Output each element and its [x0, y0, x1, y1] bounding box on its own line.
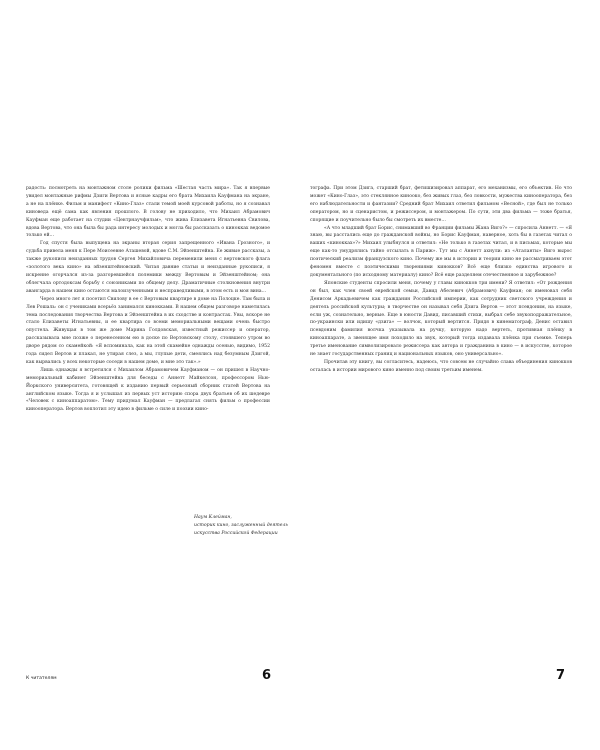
right-page	[300, 0, 600, 750]
page-number-left: 6	[262, 668, 272, 683]
page-number-right: 7	[556, 668, 566, 683]
signature-name: Наум Клейман,	[194, 515, 232, 520]
signature-title-line-2: искусства Российской Федерации	[194, 530, 278, 536]
left-paragraph-3: Через много лет я посетил Свилову в ее с Вертовым квартире в доме на Полоцке. Там была и Лев Рошаль: он с учениками всерьёз занимался кинокками. В нашем общем разговоре наметилась тема последования творчества Вертова и Эйзенштейна в их сходстве и контрастах. Увы, вскоре не стало Елизаветы Игнатьевны, и ее квартира со всеми мемориальными вещами очень быстро опустела. Живущая в том же доме Марина Голдовская, известный режиссер и оператор, рассказывала мне позже о перенесенном ею в доске по Вертовскому столу, стоявшего утром во дворе рядом со скамейкой: «Я вспоминала, как на этой скамейке однажды осенью, видимо, 1952 года сидел Вертов и плакал, не утирая слез, а мы, глупые дети, смеялись над безумным Дзигой, как вырвались у всех некоторые соседи в нашем доме, и мне это так».»	[26, 296, 270, 365]
right-paragraph-4: Прочитав эту книгу, вы согласитесь, надеюсь, что совсем не случайно слава объединения кинокков осталась в истории мирового кино именно под своим третьим именем.	[310, 359, 572, 373]
right-page-text	[310, 185, 572, 375]
signature-title-line-1: историк кино, заслуженный деятель	[194, 522, 288, 528]
left-paragraph-2: Год спустя была выпущена на экраны вторая серия запрещенного «Ивана Грозного», и судьба привела меня к Пере Моисеевне Аташевой, вдове С.М. Эйзенштейна. Ее живые рассказы, а также рукописи неизданных трудов Сергея Михайловича переменили меня с вертовского флага «золотого века кино» на эйзенштейновский. Читая давние статьи и неизданные рукописи, я искренне огорчался из-за разгоревшейся полемики между Вертовым и Эйзенштейном; она облегчала ортодоксам борьбу с союзниками по общему делу. Драматичные столкновения внутри авангарда в нашем кино остаются малоизученными и несправедливыми, в этом есть и моя вина…	[26, 241, 270, 294]
footer-label: К читателям	[26, 676, 57, 681]
left-paragraph-4: Лишь однажды я встретился с Михаилом Абрамовичем Кауфманом — он пришел в Научно-мемориальный кабинет Эйзенштейна для беседы с Аннетт Майкелсон, профессором Нью-Йоркского университета, готовящей к изданию первый серьезный сборник статей Вертова на английском языке. Тогда я и услышал из первых уст историю спора двух братьев об их шедевре «Человек с киноаппаратом». Тему придумал Кауфман — предлагал снять фильм о профессии кинооператора. Вертов воплотил эту идею в фильме о силе и поэзии кино-	[26, 367, 270, 413]
left-page-text	[26, 185, 270, 414]
signature-block	[194, 514, 344, 538]
right-paragraph-2: «А что младший брат Борис, снимавший во Франции фильмы Жана Виго?» — спросила Аннетт. — «Я знаю, вы расстались еще до гражданской войны, но Борис Кауфман, наверное, хоть бы в газетах читал о ваших «кинокках»?» Михаил улыбнулся и ответил: «Не только в газетах читал, и в письмах, которые мы еще как-то умудрялись тайно отсылать в Париж». Тут мы с Аннетт ахнули: из «Аталанты» Виго вырос поэтический реализм французского кино. Почему же мы в истории и теории кино не рассматриваем этот феномен вместе с поэтическими творениями кинокков? Всё еще близко единства игрового и документального (по исходному материалу) кино? Всё еще разделяем отечественное и зарубежное?	[310, 225, 572, 278]
right-paragraph-3: Японские студенты спросили меня, почему у главы кинокков три имени? Я ответил: «От рождения он был, как член своей еврейской семьи, Давид Абелевич (Абрамович) Кауфман; он именовал себя Денисом Аркадьевичем как гражданин Российской империи, как сотрудник светского учреждения и деятель российской культуры; в творчестве он называл себя Дзига Вертов — этот псевдоним, на языке, если уж, сознательно, верные. Еще в юности Давид, писавший стихи, выбрал себе звукоподражательное, по-украински или идишу «дзига» — волчок, который вертится. Придя в кинематограф, Денис оставил псевдоним фамилия волчка указывала на ручку, которую надо вертеть, противная плёнку в киноаппарате, а звенящее имя походило на звук, который тогда издавала плёнка при съемке. Теперь третье именование символизировало режиссера как автора и гражданина в кино — в искусстве, которое не знает государственных границ и национальных языков, оно универсально».	[310, 280, 572, 358]
left-paragraph-1: радость: посмотреть на монтажном столе ролики фильма «Шестая часть мира». Так я впервые увидел монтажные рифмы Дзиги Вертова и ясные кадры его брата Михаила Кауфмана на экране, а не на плёнке. Фильм и манифест «Кино-Глаз» стали темой моей курсовой работы, но я сознавал киноведа ещё сама как явления прошлого. В голову не приходило, что Михаил Абрамович Кауфман еще работает на студии «Центрнаучфильм», что жива Елизавета Игнатьевна Свилова, вдова Вертова, что она была бы рада интересу молодых и могла бы рассказать о кинокках ведомое только ей…	[26, 186, 270, 239]
right-paragraph-1: тографа. При этом Дзига, старший брат, фетишизировал аппарат, его механизмы, его объектив. Но что может «Кино-Глаз», это стеклянное кинооко, без живых глаз, без ловкости, мужества кинооператора, без его наблюдательности и фантазии? Средний брат Михаил ответил фильмом «Весной», где был не только оператором, но и сценаристом, и режиссером, и монтажером. По сути, эти два фильма — тоже братья, спорящие и поучительно было бы смотреть их вместе…	[310, 186, 572, 223]
